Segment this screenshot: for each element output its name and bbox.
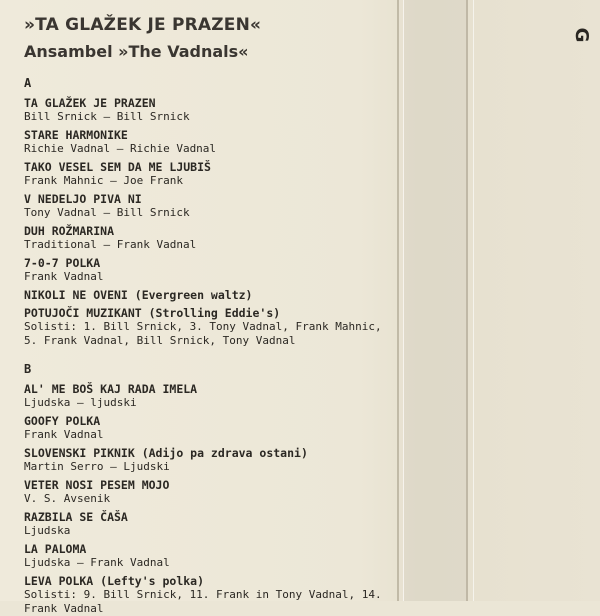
track-item	[24, 478, 384, 506]
track-credit: Martin Serro — Ljudski	[24, 460, 170, 473]
artist-name: Ansambel »The Vadnals«	[24, 42, 249, 61]
label-logo-icon: G	[571, 27, 592, 43]
side-a-tracks	[24, 96, 384, 320]
track-credit: Richie Vadnal — Richie Vadnal	[24, 142, 217, 155]
track-credit: Frank Mahnic — Joe Frank	[24, 174, 183, 187]
track-credit: Ljudska — Frank Vadnal	[24, 556, 170, 569]
track-title: LA PALOMA	[24, 542, 87, 556]
side-b-tracks	[24, 382, 384, 588]
side-a-soloists: Solisti: 1. Bill Srnick, 3. Tony Vadnal, Frank Mahnic, 5. Frank Vadnal, Bill Srnick, Tony Vadnal	[24, 320, 382, 347]
track-item	[24, 306, 384, 320]
track-item	[24, 96, 384, 124]
track-title: POTUJOČI MUZIKANT (Strolling Eddie's)	[24, 306, 281, 320]
track-title: SLOVENSKI PIKNIK (Adijo pa zdrava ostani)	[24, 446, 308, 460]
track-item	[24, 160, 384, 188]
track-credit: Traditional — Frank Vadnal	[24, 238, 197, 251]
track-item	[24, 128, 384, 156]
side-a-label: A	[24, 76, 32, 90]
track-title: GOOFY POLKA	[24, 414, 101, 428]
tracklist	[24, 12, 384, 616]
track-credit: Frank Vadnal	[24, 270, 104, 283]
track-credit: Tony Vadnal — Bill Srnick	[24, 206, 190, 219]
side-b-soloists: Solisti: 9. Bill Srnick, 11. Frank in Tony Vadnal, 14. Frank Vadnal	[24, 588, 382, 615]
side-b-label: B	[24, 362, 32, 376]
track-item	[24, 414, 384, 442]
track-title: STARE HARMONIKE	[24, 128, 128, 142]
fold-line	[466, 0, 468, 601]
fold-highlight	[403, 0, 404, 601]
track-credit: V. S. Avsenik	[24, 492, 111, 505]
track-item	[24, 542, 384, 570]
track-item	[24, 192, 384, 220]
track-item	[24, 224, 384, 252]
track-item	[24, 288, 384, 302]
album-title: »TA GLAŽEK JE PRAZEN«	[24, 15, 262, 35]
track-credit: Ljudska	[24, 524, 71, 537]
track-title: DUH ROŽMARINA	[24, 224, 115, 238]
track-item	[24, 382, 384, 410]
track-title: VETER NOSI PESEM MOJO	[24, 478, 170, 492]
track-credit: Ljudska — ljudski	[24, 396, 137, 409]
track-title: RAZBILA SE ČAŠA	[24, 510, 128, 524]
track-item	[24, 446, 384, 474]
track-title: 7-0-7 POLKA	[24, 256, 101, 270]
track-item	[24, 256, 384, 284]
track-title: NIKOLI NE OVENI (Evergreen waltz)	[24, 288, 253, 302]
track-title: AL' ME BOŠ KAJ RADA IMELA	[24, 382, 198, 396]
track-credit: Frank Vadnal	[24, 428, 104, 441]
fold-highlight	[473, 0, 474, 601]
track-title: TAKO VESEL SEM DA ME LJUBIŠ	[24, 160, 211, 174]
track-credit: Bill Srnick — Bill Srnick	[24, 110, 190, 123]
track-item	[24, 574, 384, 588]
track-title: LEVA POLKA (Lefty's polka)	[24, 574, 205, 588]
fold-line	[397, 0, 399, 601]
track-title: TA GLAŽEK JE PRAZEN	[24, 96, 156, 110]
track-title: V NEDELJO PIVA NI	[24, 192, 142, 206]
spine-panel	[404, 0, 466, 601]
track-item	[24, 510, 384, 538]
